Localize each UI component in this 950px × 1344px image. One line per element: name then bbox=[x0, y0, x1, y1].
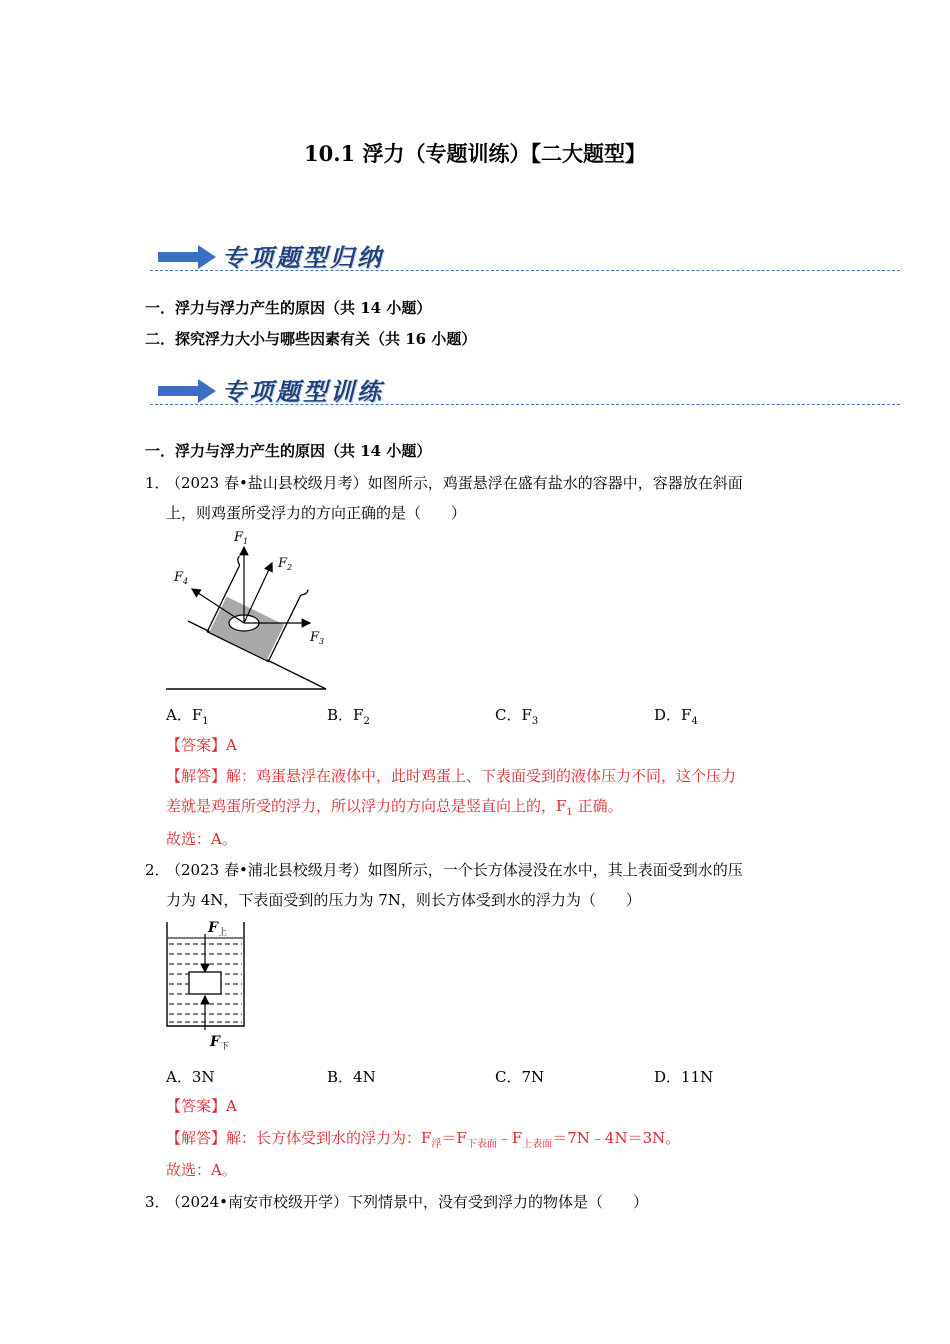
option-a[interactable]: A．3N bbox=[166, 1068, 215, 1086]
force-label-f3: $F_3$ bbox=[310, 630, 325, 646]
incline-egg-figure bbox=[160, 527, 340, 697]
page-title: 10.1 浮力（专题训练）【二大题型】 bbox=[304, 141, 646, 166]
toc-item-2[interactable]: 二．探究浮力大小与哪些因素有关（共 16 小题） bbox=[145, 330, 477, 348]
section-banner-summary bbox=[150, 236, 900, 280]
divider bbox=[150, 270, 900, 271]
explanation: 差就是鸡蛋所受的浮力，所以浮力的方向总是竖直向上的，$F_1$ 正确。 bbox=[166, 797, 623, 818]
answer: 【答案】A bbox=[166, 1097, 237, 1115]
toc-item-1[interactable]: 一．浮力与浮力产生的原因（共 14 小题） bbox=[145, 299, 432, 317]
force-label-top: $F_上$ bbox=[208, 920, 227, 938]
conclusion: 故选：A。 bbox=[166, 1161, 237, 1179]
banner-title: 专项题型归纳 bbox=[222, 243, 384, 272]
explanation: 【解答】解：鸡蛋悬浮在液体中，此时鸡蛋上、下表面受到的液体压力不同，这个压力 bbox=[166, 767, 737, 785]
answer: 【答案】A bbox=[166, 736, 237, 754]
section-banner-training bbox=[150, 370, 900, 414]
option-a[interactable]: A．$F_1$ bbox=[166, 706, 209, 727]
question-text: （2023 春•盐山县校级月考）如图所示，鸡蛋悬浮在盛有盐水的容器中，容器放在斜面 bbox=[166, 474, 743, 492]
option-d[interactable]: D．11N bbox=[654, 1068, 714, 1086]
question-number: 1． bbox=[145, 474, 170, 492]
arrow-right-icon bbox=[158, 378, 218, 404]
force-label-f2: $F_2$ bbox=[278, 556, 293, 572]
question-text: 上，则鸡蛋所受浮力的方向正确的是（ ） bbox=[166, 504, 467, 522]
option-b[interactable]: B．4N bbox=[327, 1068, 376, 1086]
question-number: 2． bbox=[145, 861, 170, 879]
force-label-f1: $F_1$ bbox=[234, 530, 249, 546]
banner-title: 专项题型训练 bbox=[222, 377, 384, 406]
force-label-bottom: $F_下$ bbox=[210, 1034, 229, 1052]
option-c[interactable]: C．$F_3$ bbox=[495, 706, 539, 727]
conclusion: 故选：A。 bbox=[166, 830, 237, 848]
question-number: 3． bbox=[145, 1193, 170, 1211]
arrow-right-icon bbox=[158, 244, 218, 270]
explanation: 【解答】解：长方体受到水的浮力为：$F_浮=F_{下表面}﹣F_{上表面}=7N﹣4N=3N$。 bbox=[166, 1129, 681, 1150]
force-label-f4: $F_4$ bbox=[174, 570, 189, 586]
submerged-block-figure bbox=[160, 914, 260, 1056]
option-c[interactable]: C．7N bbox=[495, 1068, 545, 1086]
option-b[interactable]: B．$F_2$ bbox=[327, 706, 370, 727]
question-text: 力为 4N，下表面受到的压力为 7N，则长方体受到水的浮力为（ ） bbox=[166, 891, 641, 909]
question-text: （2023 春•浦北县校级月考）如图所示，一个长方体浸没在水中，其上表面受到水的压 bbox=[166, 861, 743, 879]
question-text: （2024•南安市校级开学）下列情景中，没有受到浮力的物体是（ ） bbox=[166, 1193, 649, 1211]
section-heading: 一．浮力与浮力产生的原因（共 14 小题） bbox=[145, 442, 432, 460]
option-d[interactable]: D．$F_4$ bbox=[654, 706, 698, 727]
divider bbox=[150, 404, 900, 405]
